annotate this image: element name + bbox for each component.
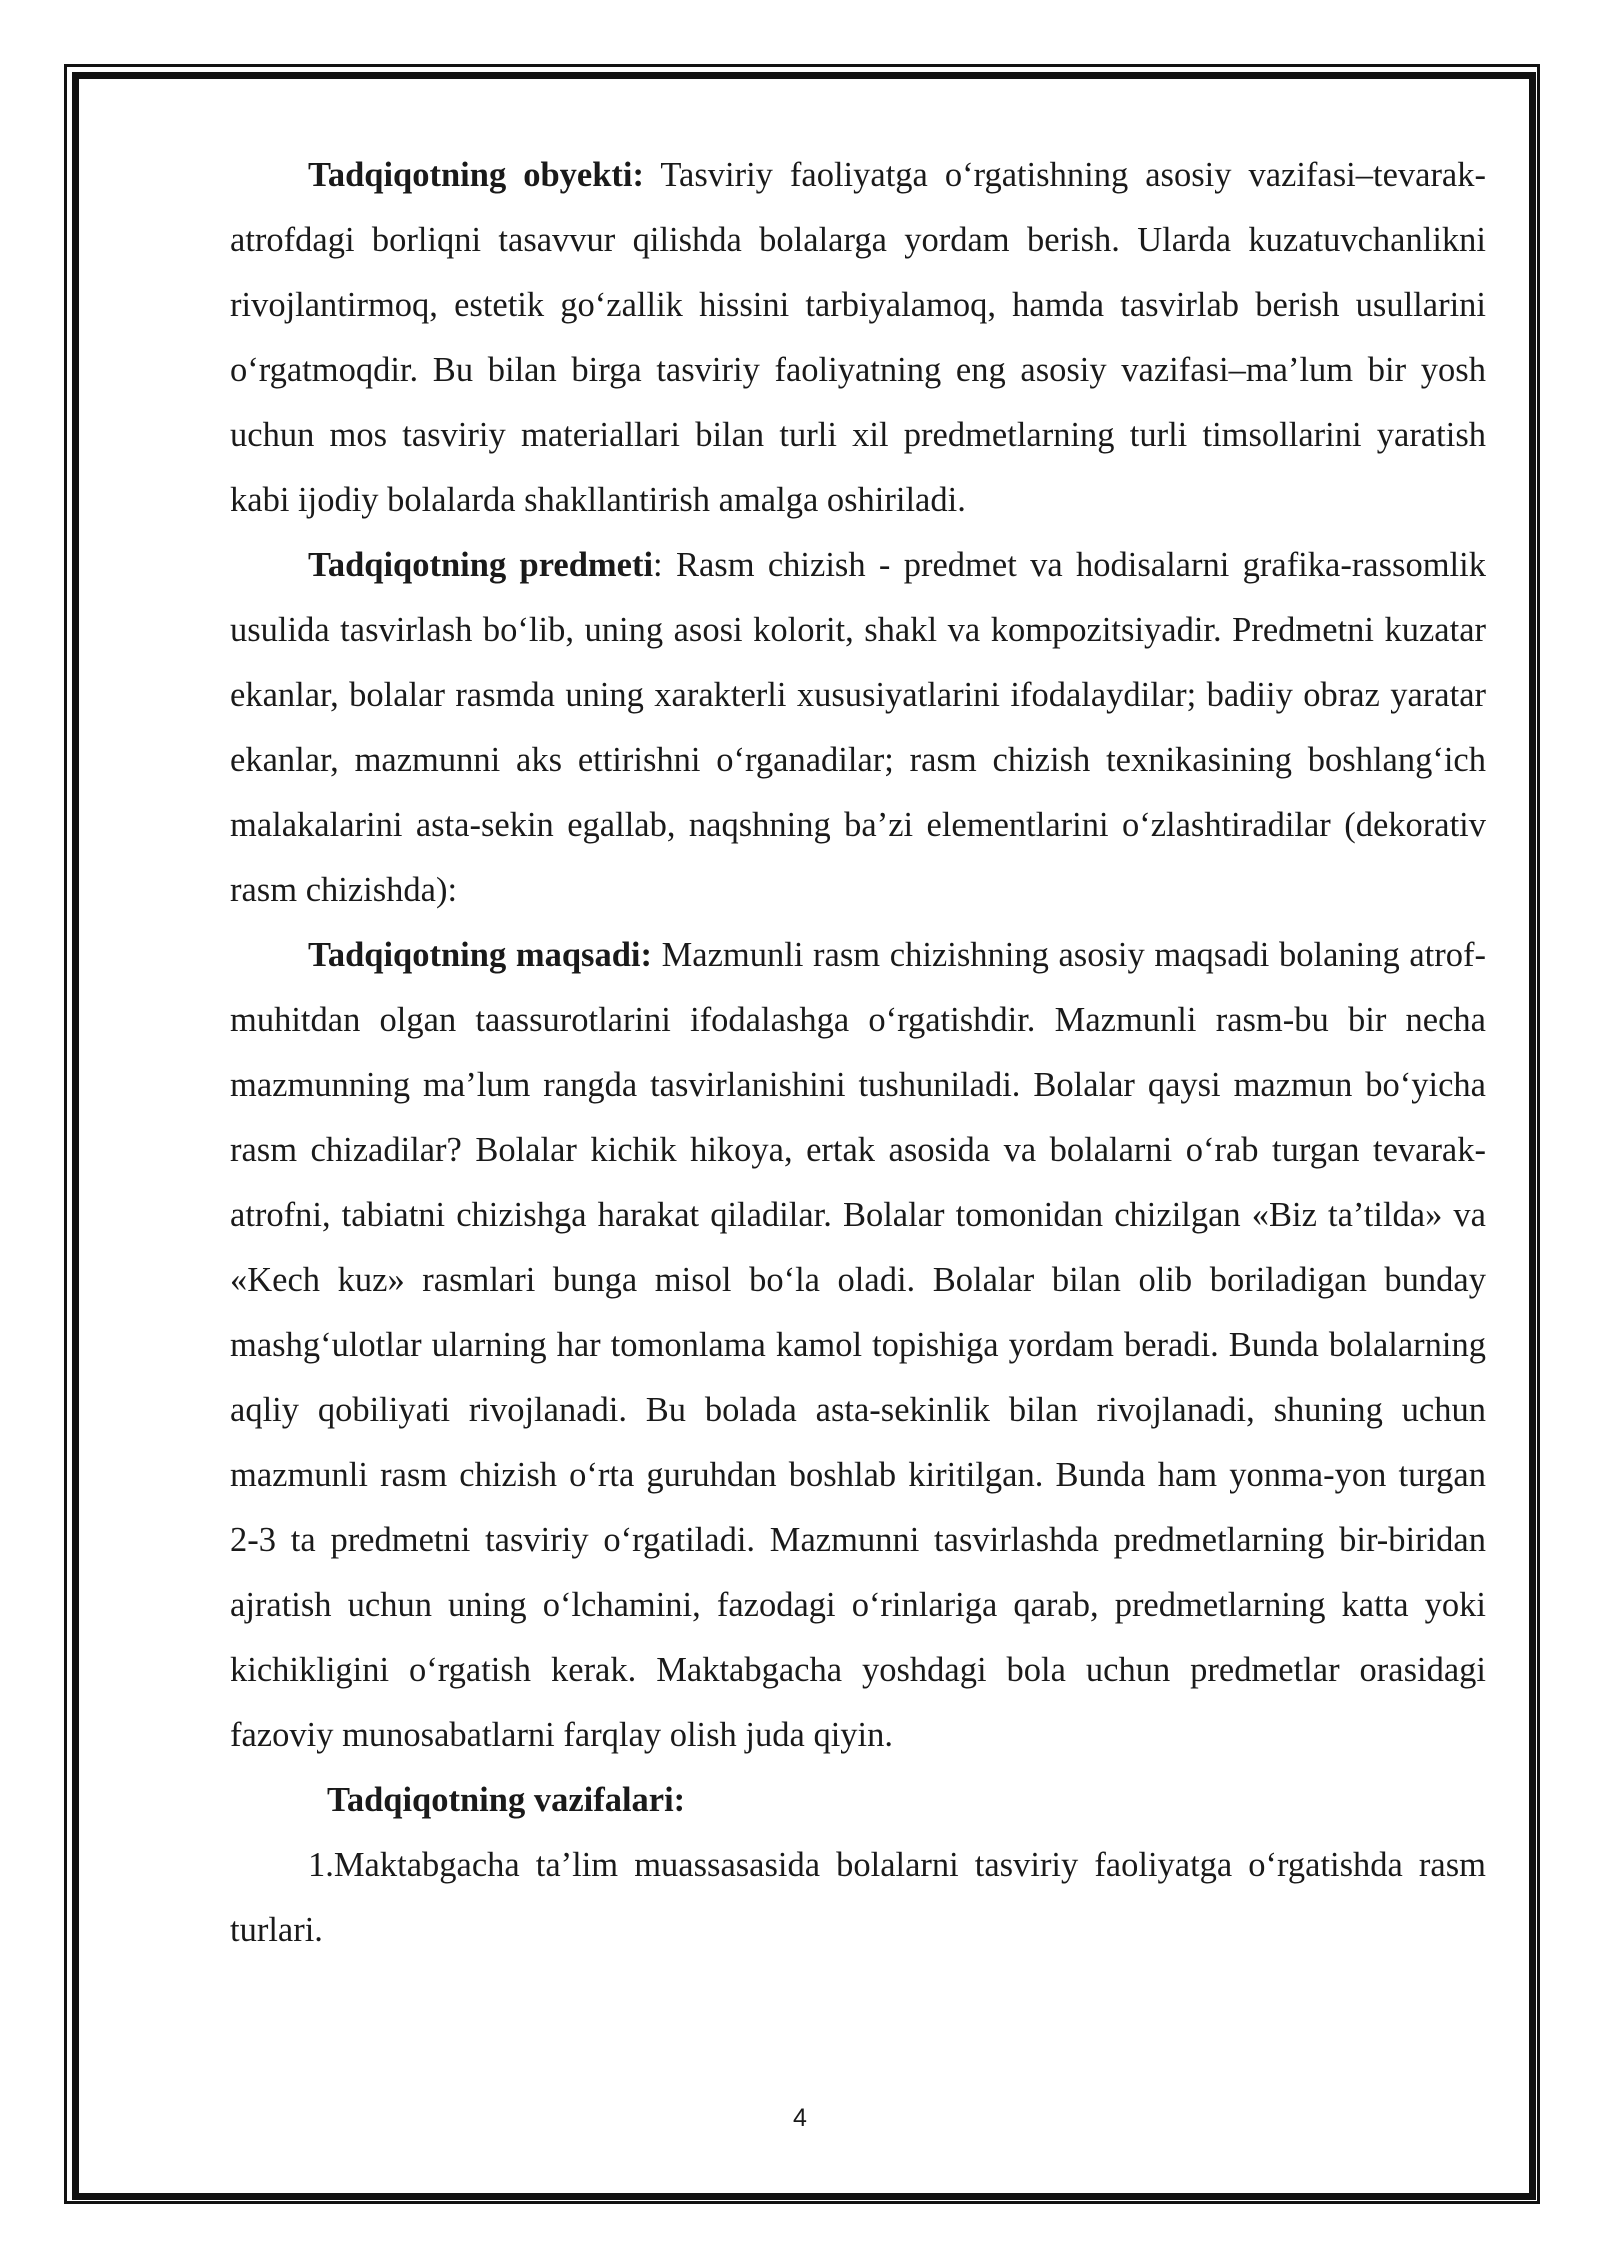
paragraph-object — [230, 143, 1486, 533]
paragraph-subject — [230, 533, 1486, 923]
heading-tasks: Tadqiqotning vazifalari: — [327, 1781, 686, 1819]
task-item-1: 1.Maktabgacha ta’lim muassasasida bolalarni tasviriy faoliyatga o‘rgatishda rasm turlari. — [230, 1846, 1486, 1949]
text-goal: Mazmunli rasm chizishning asosiy maqsadi bolaning atrof-muhitdan olgan taassurotlarini ifodalashga o‘rgatishdir. Mazmunli rasm-bu bir necha mazmunning ma’lum rangda tasvirlanishini tushuniladi. Bolalar qaysi mazmun bo‘yicha rasm chizadilar? Bolalar kichik hikoya, ertak asosida va bolalarni o‘rab turgan tevarak-atrofni, tabiatni chizishga harakat qiladilar. Bolalar tomonidan chizilgan «Biz ta’tilda» va «Kech kuz» rasmlari bunga misol bo‘la oladi. Bolalar bilan olib boriladigan bunday mashg‘ulotlar ularning har tomonlama kamol topishiga yordam beradi. Bunda bolalarning aqliy qobiliyati rivojlanadi. Bu bolada asta-sekinlik bilan rivojlanadi, shuning uchun mazmunli rasm chizish o‘rta guruhdan boshlab kiritilgan. Bunda ham yonma-yon turgan 2-3 ta predmetni tasviriy o‘rgatiladi. Mazmunni tasvirlashda predmetlarning bir-biridan ajratish uchun uning o‘lchamini, fazodagi o‘rinlariga qarab, predmetlarning katta yoki kichikligini o‘rgatish kerak. Maktabgacha yoshdagi bola uchun predmetlar orasidagi fazoviy munosabatlarni farqlay olish juda qiyin. — [230, 936, 1486, 1754]
heading-goal: Tadqiqotning maqsadi: — [308, 936, 652, 974]
page-number: 4 — [793, 2104, 807, 2132]
text-object: Tasviriy faoliyatga o‘rgatishning asosiy vazifasi–tevarak-atrofdagi borliqni tasavvur qilishda bolalarga yordam berish. Ularda kuzatuvchanlikni rivojlantirmoq, estetik go‘zallik hissini tarbiyalamoq, hamda tasvirlab berish usullarini o‘rgatmoqdir. Bu bilan birga tasviriy faoliyatning eng asosiy vazifasi–ma’lum bir yosh uchun mos tasviriy materiallari bilan turli xil predmetlarning turli timsollarini yaratish kabi ijodiy bolalarda shakllantirish amalga oshiriladi. — [230, 156, 1486, 519]
paragraph-goal — [230, 923, 1486, 1768]
heading-object: Tadqiqotning obyekti: — [308, 156, 644, 194]
document-body — [230, 143, 1486, 1963]
heading-subject: Tadqiqotning predmeti — [308, 546, 654, 584]
text-subject: : Rasm chizish - predmet va hodisalarni grafika-rassomlik usulida tasvirlash bo‘lib, uning asosi kolorit, shakl va kompozitsiyadir. Predmetni kuzatar ekanlar, bolalar rasmda uning xarakterli xususiyatlarini ifodalaydilar; badiiy obraz yaratar ekanlar, mazmunni aks ettirishni o‘rganadilar; rasm chizish texnikasining boshlang‘ich malakalarini asta-sekin egallab, naqshning ba’zi elementlarini o‘zlashtiradilar (dekorativ rasm chizishda): — [230, 546, 1486, 909]
